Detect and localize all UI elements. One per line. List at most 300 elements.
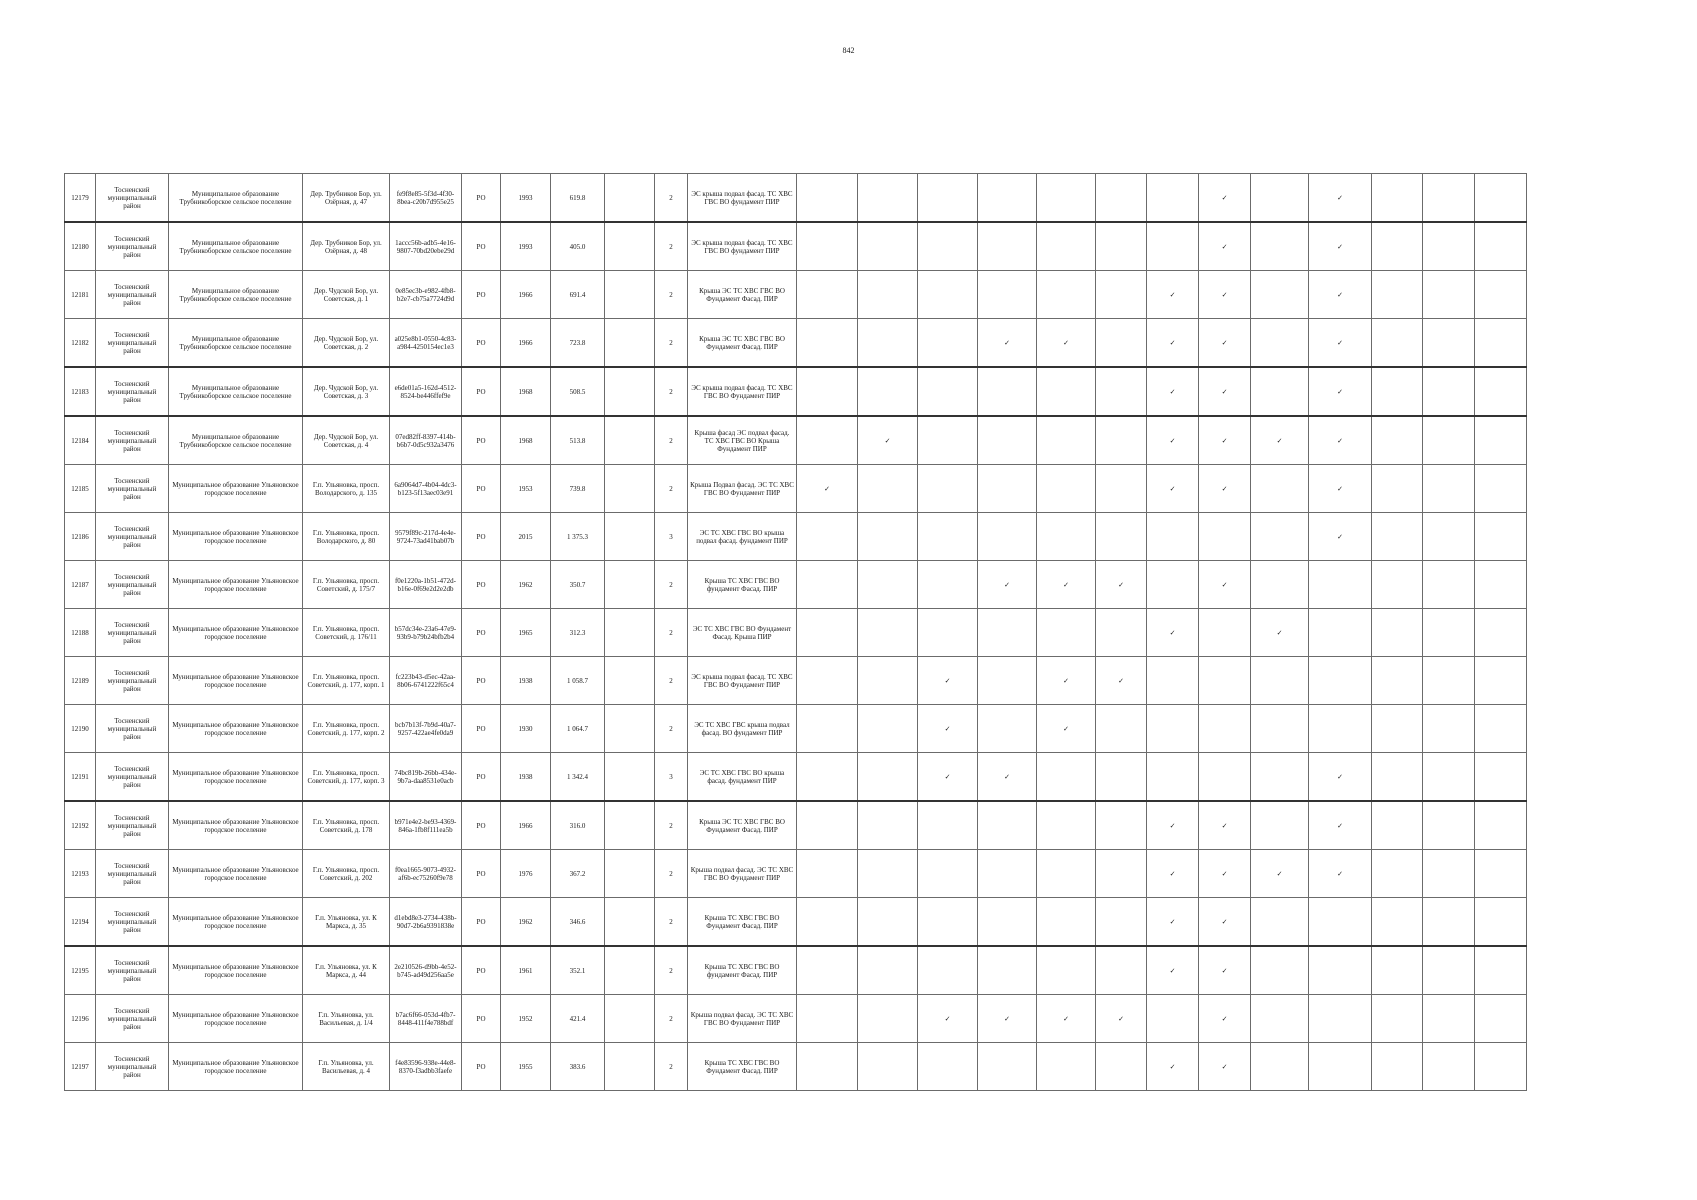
row-id-cell: 12197 [65, 1043, 96, 1091]
floors-cell: 2 [655, 1043, 688, 1091]
work-flag-cell [1037, 367, 1096, 416]
work-flag-cell [1096, 609, 1147, 657]
empty-cell [605, 609, 655, 657]
category-cell: РО [462, 657, 501, 705]
work-flag-cell [1037, 946, 1096, 995]
district-cell: Тосненский муниципальный район [96, 753, 169, 802]
work-flag-cell [1096, 1043, 1147, 1091]
check-mark-icon: ✓ [918, 995, 978, 1043]
check-mark-icon: ✓ [918, 657, 978, 705]
work-flag-cell [1096, 367, 1147, 416]
address-cell: Г.п. Ульяновка, просп. Советский, д. 178 [303, 801, 390, 850]
work-flag-cell [1037, 850, 1096, 898]
address-cell: Дер. Трубников Бор, ул. Озёрная, д. 48 [303, 222, 390, 271]
municipality-cell: Муниципальное образование Ульяновское городское поселение [169, 801, 303, 850]
works-list-cell: ЭС крыша подвал фасад. ТС ХВС ГВС ВО Фундамент ПИР [688, 657, 797, 705]
page-number: 842 [842, 46, 855, 55]
empty-cell [605, 705, 655, 753]
area-cell: 421.4 [551, 995, 605, 1043]
check-mark-icon: ✓ [978, 561, 1037, 609]
check-mark-icon: ✓ [797, 465, 858, 513]
work-flag-cell [1372, 1043, 1423, 1091]
floors-cell: 2 [655, 995, 688, 1043]
row-id-cell: 12191 [65, 753, 96, 802]
floors-cell: 2 [655, 271, 688, 319]
check-mark-icon: ✓ [1037, 995, 1096, 1043]
table-row [65, 753, 1527, 802]
check-mark-icon: ✓ [1199, 271, 1251, 319]
check-mark-icon: ✓ [1147, 367, 1199, 416]
table-row [65, 946, 1527, 995]
empty-cell [605, 174, 655, 223]
category-cell: РО [462, 465, 501, 513]
empty-cell [605, 271, 655, 319]
category-cell: РО [462, 222, 501, 271]
works-list-cell: ЭС ТС ХВС ГВС крыша подвал фасад. ВО фундамент ПИР [688, 705, 797, 753]
work-flag-cell [978, 222, 1037, 271]
category-cell: РО [462, 561, 501, 609]
category-cell: РО [462, 801, 501, 850]
check-mark-icon: ✓ [1199, 898, 1251, 947]
works-list-cell: Крыша ЭС ТС ХВС ГВС ВО Фундамент Фасад. ПИР [688, 271, 797, 319]
work-flag-cell [1475, 753, 1527, 802]
area-cell: 1 058.7 [551, 657, 605, 705]
work-flag-cell [1309, 609, 1372, 657]
work-flag-cell [1423, 898, 1475, 947]
work-flag-cell [1423, 561, 1475, 609]
floors-cell: 2 [655, 705, 688, 753]
row-id-cell: 12188 [65, 609, 96, 657]
district-cell: Тосненский муниципальный район [96, 609, 169, 657]
address-cell: Г.п. Ульяновка, просп. Володарского, д. 80 [303, 513, 390, 561]
municipality-cell: Муниципальное образование Ульяновское городское поселение [169, 705, 303, 753]
work-flag-cell [978, 271, 1037, 319]
works-list-cell: ЭС крыша подвал фасад. ТС ХВС ГВС ВО фундамент ПИР [688, 174, 797, 223]
address-cell: Г.п. Ульяновка, ул. К Маркса, д. 35 [303, 898, 390, 947]
year-cell: 1966 [501, 271, 551, 319]
works-list-cell: ЭС крыша подвал фасад. ТС ХВС ГВС ВО фундамент ПИР [688, 222, 797, 271]
work-flag-cell [1251, 657, 1309, 705]
check-mark-icon: ✓ [978, 319, 1037, 368]
work-flag-cell [1309, 946, 1372, 995]
table-row [65, 416, 1527, 465]
floors-cell: 3 [655, 753, 688, 802]
building-guid-cell: 74bc819b-26bb-434e-9b7a-daa8531e0acb [390, 753, 462, 802]
work-flag-cell [1251, 465, 1309, 513]
check-mark-icon: ✓ [1199, 1043, 1251, 1091]
check-mark-icon: ✓ [1037, 561, 1096, 609]
district-cell: Тосненский муниципальный район [96, 561, 169, 609]
floors-cell: 2 [655, 416, 688, 465]
work-flag-cell [858, 513, 918, 561]
row-id-cell: 12194 [65, 898, 96, 947]
work-flag-cell [1475, 898, 1527, 947]
work-flag-cell [1309, 995, 1372, 1043]
check-mark-icon: ✓ [1309, 367, 1372, 416]
work-flag-cell [1037, 513, 1096, 561]
work-flag-cell [1423, 222, 1475, 271]
category-cell: РО [462, 898, 501, 947]
table-row [65, 271, 1527, 319]
check-mark-icon: ✓ [1199, 416, 1251, 465]
row-id-cell: 12186 [65, 513, 96, 561]
floors-cell: 2 [655, 465, 688, 513]
empty-cell [605, 657, 655, 705]
year-cell: 1968 [501, 367, 551, 416]
check-mark-icon: ✓ [1309, 319, 1372, 368]
work-flag-cell [1372, 657, 1423, 705]
check-mark-icon: ✓ [1309, 174, 1372, 223]
work-flag-cell [858, 850, 918, 898]
address-cell: Г.п. Ульяновка, просп. Советский, д. 175/7 [303, 561, 390, 609]
empty-cell [605, 416, 655, 465]
row-id-cell: 12192 [65, 801, 96, 850]
work-flag-cell [1251, 513, 1309, 561]
work-flag-cell [1475, 222, 1527, 271]
district-cell: Тосненский муниципальный район [96, 319, 169, 368]
work-flag-cell [1372, 753, 1423, 802]
works-list-cell: Крыша подвал фасад. ЭС ТС ХВС ГВС ВО Фундамент ПИР [688, 995, 797, 1043]
year-cell: 1962 [501, 561, 551, 609]
work-flag-cell [1037, 801, 1096, 850]
work-flag-cell [858, 753, 918, 802]
table-row [65, 657, 1527, 705]
work-flag-cell [1096, 705, 1147, 753]
municipality-cell: Муниципальное образование Трубникоборское сельское поселение [169, 416, 303, 465]
work-flag-cell [1423, 801, 1475, 850]
check-mark-icon: ✓ [1147, 465, 1199, 513]
work-flag-cell [1423, 850, 1475, 898]
empty-cell [605, 995, 655, 1043]
check-mark-icon: ✓ [1147, 1043, 1199, 1091]
building-guid-cell: 2e210526-d9bb-4e52-b745-ad49d256aa5e [390, 946, 462, 995]
work-flag-cell [1199, 705, 1251, 753]
work-flag-cell [918, 850, 978, 898]
work-flag-cell [1475, 850, 1527, 898]
area-cell: 1 375.3 [551, 513, 605, 561]
work-flag-cell [858, 319, 918, 368]
row-id-cell: 12182 [65, 319, 96, 368]
table-row [65, 801, 1527, 850]
work-flag-cell [918, 271, 978, 319]
work-flag-cell [1037, 753, 1096, 802]
row-id-cell: 12193 [65, 850, 96, 898]
empty-cell [605, 222, 655, 271]
work-flag-cell [1309, 561, 1372, 609]
check-mark-icon: ✓ [1309, 801, 1372, 850]
floors-cell: 2 [655, 174, 688, 223]
year-cell: 1993 [501, 222, 551, 271]
municipality-cell: Муниципальное образование Ульяновское городское поселение [169, 513, 303, 561]
year-cell: 1968 [501, 416, 551, 465]
address-cell: Г.п. Ульяновка, ул. К Маркса, д. 44 [303, 946, 390, 995]
work-flag-cell [1147, 513, 1199, 561]
address-cell: Дер. Чудской Бор, ул. Советская, д. 2 [303, 319, 390, 368]
work-flag-cell [797, 271, 858, 319]
check-mark-icon: ✓ [1309, 465, 1372, 513]
work-flag-cell [1423, 416, 1475, 465]
check-mark-icon: ✓ [858, 416, 918, 465]
row-id-cell: 12189 [65, 657, 96, 705]
works-list-cell: Крыша ЭС ТС ХВС ГВС ВО Фундамент Фасад. ПИР [688, 319, 797, 368]
works-list-cell: Крыша ТС ХВС ГВС ВО фундамент Фасад. ПИР [688, 561, 797, 609]
area-cell: 739.8 [551, 465, 605, 513]
year-cell: 1965 [501, 609, 551, 657]
address-cell: Г.п. Ульяновка, просп. Советский, д. 177, корп. 3 [303, 753, 390, 802]
table-row [65, 174, 1527, 223]
district-cell: Тосненский муниципальный район [96, 898, 169, 947]
work-flag-cell [1096, 513, 1147, 561]
works-list-cell: ЭС ТС ХВС ГВС ВО крыша фасад. фундамент ПИР [688, 753, 797, 802]
work-flag-cell [1199, 609, 1251, 657]
work-flag-cell [797, 705, 858, 753]
work-flag-cell [1423, 657, 1475, 705]
work-flag-cell [1199, 513, 1251, 561]
work-flag-cell [1096, 850, 1147, 898]
category-cell: РО [462, 995, 501, 1043]
check-mark-icon: ✓ [918, 705, 978, 753]
work-flag-cell [797, 513, 858, 561]
work-flag-cell [1475, 319, 1527, 368]
work-flag-cell [1251, 995, 1309, 1043]
work-flag-cell [1372, 513, 1423, 561]
check-mark-icon: ✓ [1309, 850, 1372, 898]
work-flag-cell [1372, 850, 1423, 898]
table-row [65, 513, 1527, 561]
work-flag-cell [858, 222, 918, 271]
housing-registry-table [64, 173, 1527, 1091]
work-flag-cell [918, 898, 978, 947]
table-body [65, 174, 1527, 1091]
work-flag-cell [1475, 465, 1527, 513]
work-flag-cell [918, 946, 978, 995]
check-mark-icon: ✓ [918, 753, 978, 802]
building-guid-cell: 6a9064d7-4b04-4dc3-b123-5f13aec03e91 [390, 465, 462, 513]
check-mark-icon: ✓ [1309, 222, 1372, 271]
area-cell: 513.8 [551, 416, 605, 465]
work-flag-cell [1372, 465, 1423, 513]
empty-cell [605, 801, 655, 850]
work-flag-cell [1372, 174, 1423, 223]
work-flag-cell [978, 801, 1037, 850]
work-flag-cell [918, 174, 978, 223]
work-flag-cell [1309, 898, 1372, 947]
work-flag-cell [1096, 801, 1147, 850]
work-flag-cell [1423, 995, 1475, 1043]
empty-cell [605, 946, 655, 995]
check-mark-icon: ✓ [1147, 946, 1199, 995]
works-list-cell: Крыша ТС ХВС ГВС ВО Фундамент Фасад. ПИР [688, 1043, 797, 1091]
work-flag-cell [1251, 705, 1309, 753]
empty-cell [605, 850, 655, 898]
work-flag-cell [1251, 271, 1309, 319]
work-flag-cell [1372, 898, 1423, 947]
empty-cell [605, 513, 655, 561]
area-cell: 316.0 [551, 801, 605, 850]
area-cell: 1 342.4 [551, 753, 605, 802]
work-flag-cell [1475, 705, 1527, 753]
work-flag-cell [1037, 465, 1096, 513]
work-flag-cell [1251, 801, 1309, 850]
municipality-cell: Муниципальное образование Трубникоборское сельское поселение [169, 367, 303, 416]
work-flag-cell [918, 801, 978, 850]
work-flag-cell [1372, 416, 1423, 465]
table-row [65, 319, 1527, 368]
empty-cell [605, 465, 655, 513]
work-flag-cell [1372, 801, 1423, 850]
work-flag-cell [1147, 222, 1199, 271]
work-flag-cell [1475, 1043, 1527, 1091]
year-cell: 1938 [501, 753, 551, 802]
row-id-cell: 12181 [65, 271, 96, 319]
work-flag-cell [797, 898, 858, 947]
area-cell: 367.2 [551, 850, 605, 898]
work-flag-cell [1423, 1043, 1475, 1091]
work-flag-cell [918, 1043, 978, 1091]
district-cell: Тосненский муниципальный район [96, 946, 169, 995]
district-cell: Тосненский муниципальный район [96, 271, 169, 319]
category-cell: РО [462, 753, 501, 802]
table-row [65, 222, 1527, 271]
check-mark-icon: ✓ [1147, 850, 1199, 898]
category-cell: РО [462, 513, 501, 561]
work-flag-cell [1251, 319, 1309, 368]
check-mark-icon: ✓ [978, 995, 1037, 1043]
work-flag-cell [858, 995, 918, 1043]
floors-cell: 2 [655, 898, 688, 947]
municipality-cell: Муниципальное образование Трубникоборское сельское поселение [169, 319, 303, 368]
work-flag-cell [797, 609, 858, 657]
work-flag-cell [1037, 271, 1096, 319]
work-flag-cell [1096, 174, 1147, 223]
year-cell: 1976 [501, 850, 551, 898]
work-flag-cell [797, 657, 858, 705]
work-flag-cell [978, 898, 1037, 947]
district-cell: Тосненский муниципальный район [96, 801, 169, 850]
work-flag-cell [858, 609, 918, 657]
row-id-cell: 12190 [65, 705, 96, 753]
empty-cell [605, 898, 655, 947]
building-guid-cell: b971e4e2-be93-4369-846a-1fb8f111ea5b [390, 801, 462, 850]
year-cell: 1962 [501, 898, 551, 947]
work-flag-cell [1423, 319, 1475, 368]
district-cell: Тосненский муниципальный район [96, 367, 169, 416]
year-cell: 1993 [501, 174, 551, 223]
work-flag-cell [918, 465, 978, 513]
work-flag-cell [797, 367, 858, 416]
address-cell: Дер. Чудской Бор, ул. Советская, д. 1 [303, 271, 390, 319]
row-id-cell: 12196 [65, 995, 96, 1043]
floors-cell: 2 [655, 561, 688, 609]
building-guid-cell: d1ebd8e3-2734-438b-90d7-2b6a9391838e [390, 898, 462, 947]
check-mark-icon: ✓ [1199, 561, 1251, 609]
work-flag-cell [978, 946, 1037, 995]
work-flag-cell [1096, 465, 1147, 513]
work-flag-cell [1037, 1043, 1096, 1091]
check-mark-icon: ✓ [1147, 416, 1199, 465]
work-flag-cell [858, 1043, 918, 1091]
work-flag-cell [858, 367, 918, 416]
works-list-cell: Крыша Подвал фасад. ЭС ТС ХВС ГВС ВО Фундамент ПИР [688, 465, 797, 513]
building-guid-cell: 07ed82ff-8397-414b-b6b7-0d5c932a3476 [390, 416, 462, 465]
work-flag-cell [1475, 657, 1527, 705]
work-flag-cell [797, 174, 858, 223]
check-mark-icon: ✓ [1199, 319, 1251, 368]
work-flag-cell [797, 801, 858, 850]
work-flag-cell [978, 513, 1037, 561]
check-mark-icon: ✓ [1309, 271, 1372, 319]
building-guid-cell: f0ea1665-9073-4932-af6b-ec75260f9e78 [390, 850, 462, 898]
work-flag-cell [978, 1043, 1037, 1091]
address-cell: Г.п. Ульяновка, ул. Васильевая, д. 1/4 [303, 995, 390, 1043]
work-flag-cell [918, 609, 978, 657]
district-cell: Тосненский муниципальный район [96, 465, 169, 513]
building-guid-cell: bcb7b13f-7b9d-40a7-9257-422ae4fe0da9 [390, 705, 462, 753]
work-flag-cell [1423, 753, 1475, 802]
work-flag-cell [1423, 513, 1475, 561]
work-flag-cell [1475, 801, 1527, 850]
work-flag-cell [1423, 609, 1475, 657]
work-flag-cell [1147, 995, 1199, 1043]
check-mark-icon: ✓ [1199, 465, 1251, 513]
work-flag-cell [1423, 705, 1475, 753]
work-flag-cell [1423, 367, 1475, 416]
work-flag-cell [1423, 946, 1475, 995]
work-flag-cell [978, 609, 1037, 657]
work-flag-cell [1147, 753, 1199, 802]
check-mark-icon: ✓ [1199, 174, 1251, 223]
work-flag-cell [978, 465, 1037, 513]
district-cell: Тосненский муниципальный район [96, 222, 169, 271]
check-mark-icon: ✓ [1147, 898, 1199, 947]
work-flag-cell [1372, 222, 1423, 271]
floors-cell: 2 [655, 319, 688, 368]
work-flag-cell [918, 561, 978, 609]
work-flag-cell [1251, 561, 1309, 609]
check-mark-icon: ✓ [1199, 367, 1251, 416]
floors-cell: 2 [655, 367, 688, 416]
work-flag-cell [858, 561, 918, 609]
work-flag-cell [1251, 946, 1309, 995]
work-flag-cell [1475, 995, 1527, 1043]
check-mark-icon: ✓ [978, 753, 1037, 802]
area-cell: 691.4 [551, 271, 605, 319]
work-flag-cell [1251, 753, 1309, 802]
table-row [65, 367, 1527, 416]
work-flag-cell [858, 705, 918, 753]
year-cell: 1955 [501, 1043, 551, 1091]
work-flag-cell [1372, 946, 1423, 995]
work-flag-cell [1423, 271, 1475, 319]
work-flag-cell [797, 946, 858, 995]
row-id-cell: 12195 [65, 946, 96, 995]
work-flag-cell [858, 946, 918, 995]
work-flag-cell [1037, 898, 1096, 947]
check-mark-icon: ✓ [1096, 995, 1147, 1043]
table-row [65, 1043, 1527, 1091]
work-flag-cell [978, 850, 1037, 898]
work-flag-cell [918, 367, 978, 416]
area-cell: 723.8 [551, 319, 605, 368]
municipality-cell: Муниципальное образование Ульяновское городское поселение [169, 657, 303, 705]
category-cell: РО [462, 1043, 501, 1091]
work-flag-cell [1251, 222, 1309, 271]
works-list-cell: ЭС крыша подвал фасад. ТС ХВС ГВС ВО Фундамент ПИР [688, 367, 797, 416]
work-flag-cell [797, 222, 858, 271]
address-cell: Дер. Чудской Бор, ул. Советская, д. 3 [303, 367, 390, 416]
table-row [65, 465, 1527, 513]
area-cell: 405.0 [551, 222, 605, 271]
